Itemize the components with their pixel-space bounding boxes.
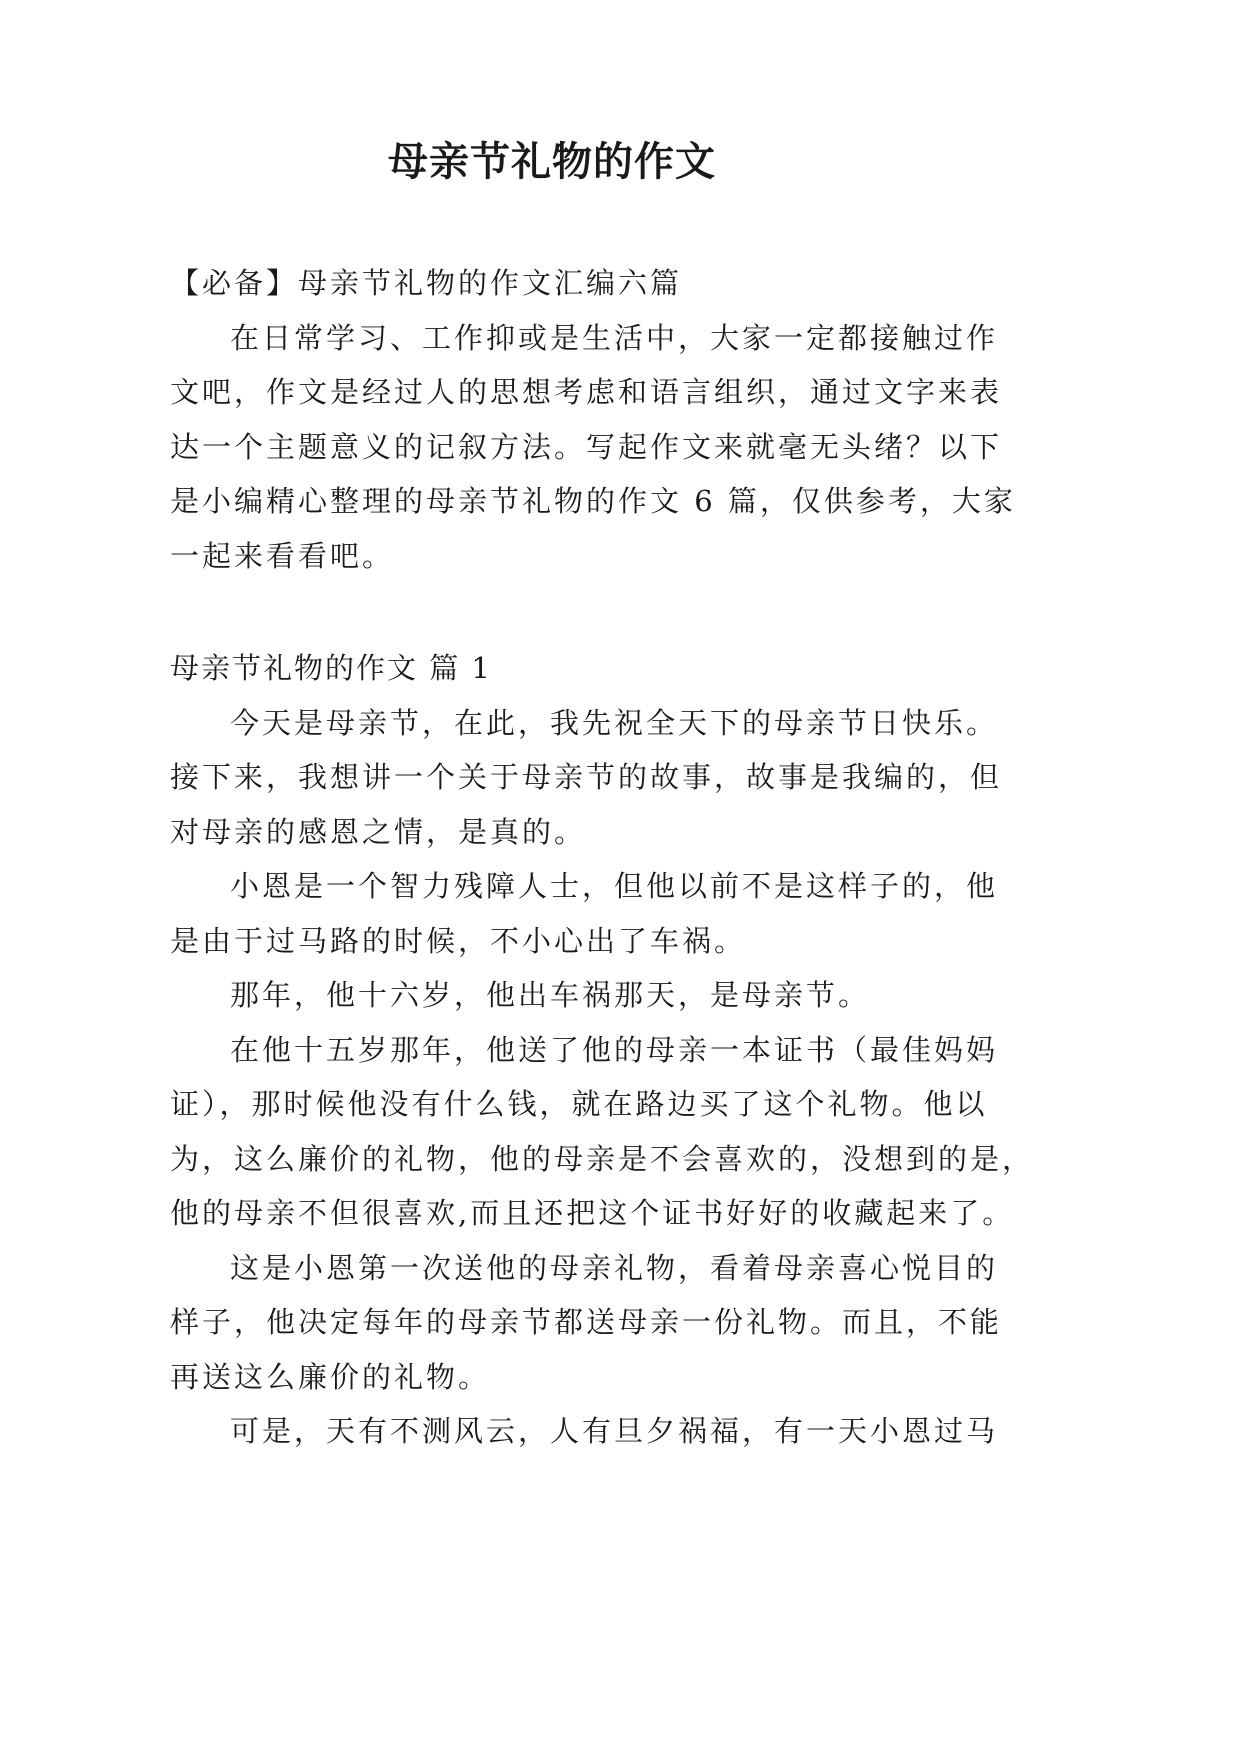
text-line: 这是小恩第一次送他的母亲礼物，看着母亲喜心悦目的 xyxy=(230,1250,999,1285)
text-line: 为，这么廉价的礼物，他的母亲是不会喜欢的，没想到的是， xyxy=(170,1141,1035,1176)
paragraph xyxy=(170,1023,1035,1241)
text-line: 他的母亲不但很喜欢,而且还把这个证书好好的收藏起来了。 xyxy=(170,1196,1015,1230)
paragraph xyxy=(170,1404,999,1459)
paragraph xyxy=(170,1241,1003,1405)
text-line: 达一个主题意义的记叙方法。写起作文来就毫无头绪？以下 xyxy=(170,429,1003,464)
text-line: 在他十五岁那年，他送了他的母亲一本证书（最佳妈妈 xyxy=(230,1032,999,1067)
text-line: 今天是母亲节，在此，我先祝全天下的母亲节日快乐。 xyxy=(230,705,999,740)
text-line: 再送这么廉价的礼物。 xyxy=(170,1359,491,1394)
text-line: 对母亲的感恩之情，是真的。 xyxy=(170,814,587,849)
text-line: 是小编精心整理的母亲节礼物的作文 6 篇，仅供参考，大家 xyxy=(170,484,1016,518)
text-line: 样子，他决定每年的母亲节都送母亲一份礼物。而且，不能 xyxy=(170,1305,1003,1339)
intro-paragraph xyxy=(170,311,1016,584)
text-line: 是由于过马路的时候，不小心出了车祸。 xyxy=(170,923,747,958)
intro-heading: 【必备】母亲节礼物的作文汇编六篇 xyxy=(170,266,683,300)
text-line: 小恩是一个智力残障人士，但他以前不是这样子的，他 xyxy=(230,869,999,903)
section-heading: 母亲节礼物的作文 篇 1 xyxy=(170,651,492,685)
text-line: 文吧，作文是经过人的思想考虑和语言组织，通过文字来表 xyxy=(170,375,1003,409)
paragraph xyxy=(170,968,945,1023)
text-line: 一起来看看吧。 xyxy=(170,538,395,573)
paragraph xyxy=(170,859,999,968)
text-line: 那年，他十六岁，他出车祸那天，是母亲节。 xyxy=(230,978,871,1012)
document-title: 母亲节礼物的作文 xyxy=(388,138,716,185)
document-body xyxy=(170,256,1035,1459)
text-line: 证），那时候他没有什么钱，就在路边买了这个礼物。他以 xyxy=(170,1087,988,1121)
text-line: 在日常学习、工作抑或是生活中，大家一定都接触过作 xyxy=(230,320,999,355)
text-line: 接下来，我想讲一个关于母亲节的故事，故事是我编的，但 xyxy=(170,760,1003,794)
text-line: 可是，天有不测风云，人有旦夕祸福，有一天小恩过马 xyxy=(230,1414,999,1448)
paragraph xyxy=(170,696,1003,860)
section-spacer xyxy=(170,583,945,641)
